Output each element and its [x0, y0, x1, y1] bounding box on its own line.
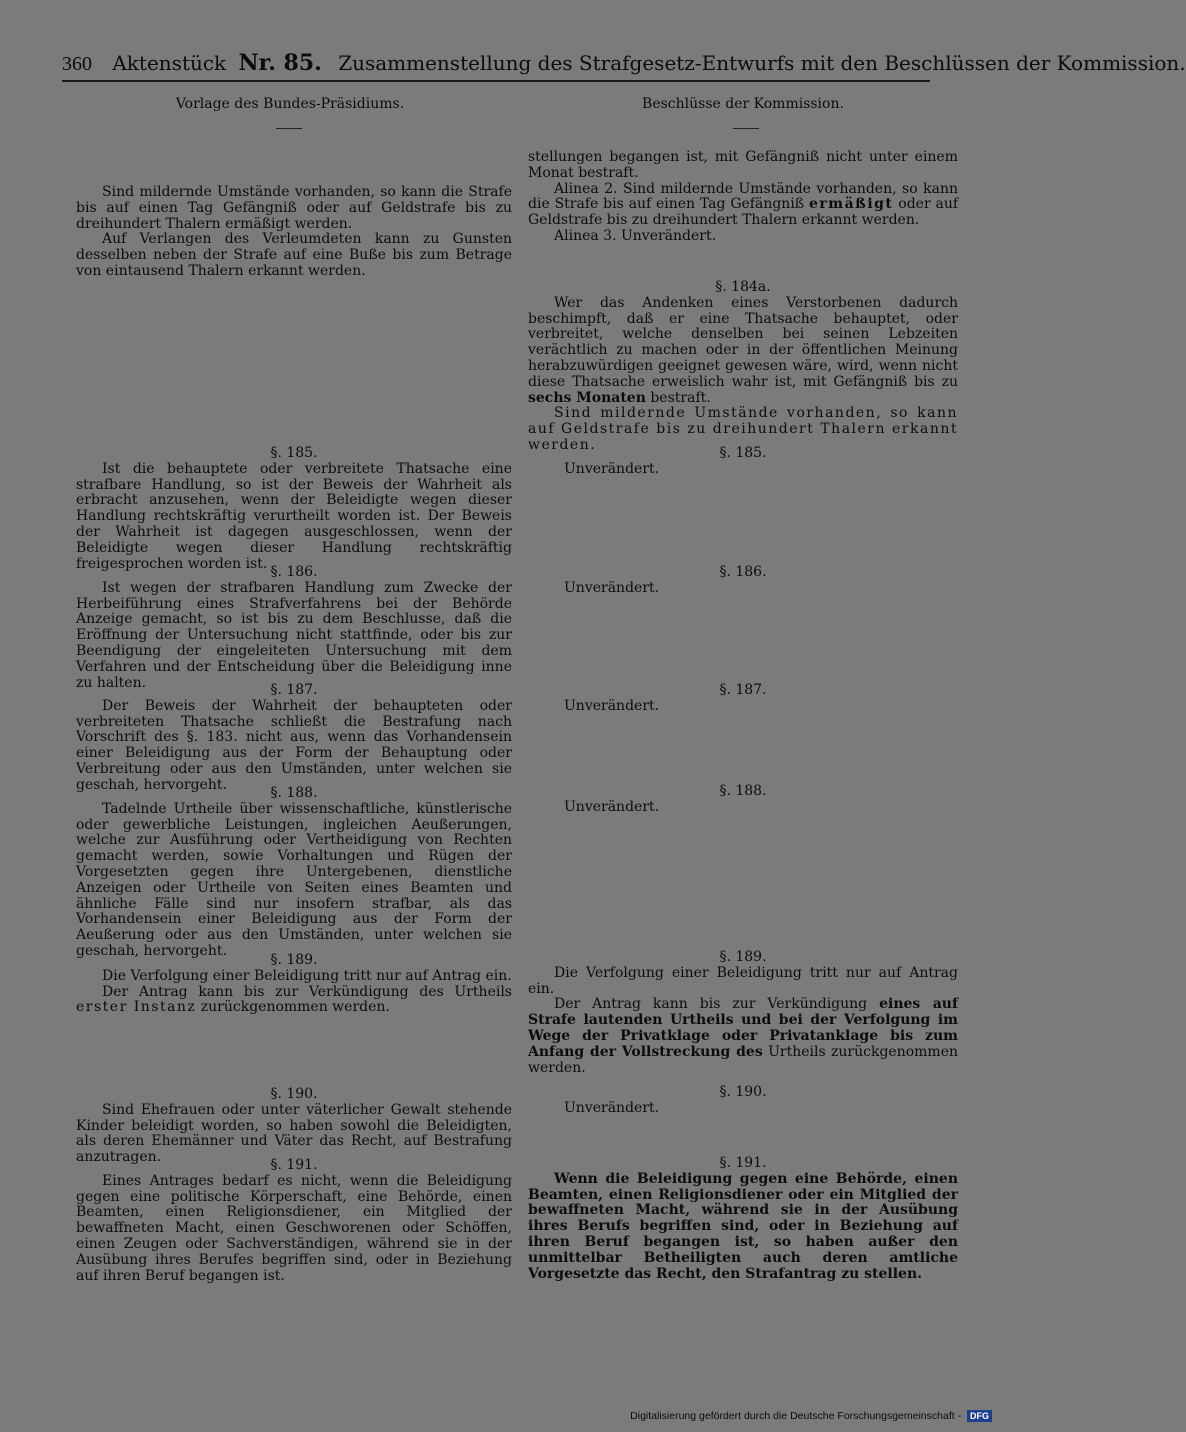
text-run: zurückgenommen werden.: [200, 999, 390, 1016]
section-number: §. 188.: [270, 785, 318, 801]
paragraph: Der Beweis der Wahrheit der behaupteten oder verbreiteten Thatsache schließt die Bestrafung nach Vorschrift des §. 183. nicht aus, wenn das Vorhandensein einer Beleidigung aus der Form der Behauptung oder Verbreitung oder aus den Umständen, unter welchen sie geschah, hervorgeht.: [76, 697, 512, 793]
paragraph: Auf Verlangen des Verleumdeten kann zu Gunsten desselben neben der Strafe auf eine Buße bis zum Betrage von eintausend Thalern erkannt werden.: [76, 231, 512, 279]
emphasized-text: ermäßigt: [809, 196, 894, 213]
section-number: §. 187.: [719, 682, 767, 698]
dfg-logo: DFG: [967, 1410, 992, 1422]
left-column-heading: Vorlage des Bundes-Präsidiums.: [175, 96, 405, 112]
unchanged-note: Unverändert.: [564, 798, 660, 815]
paragraph: Sind mildernde Umstände vorhanden, so kann die Strafe bis auf einen Tag Gefängniß oder auf Geldstrafe bis zu dreihundert Thalern ermäßigt werden.: [76, 184, 512, 232]
footer: [600, 1410, 992, 1426]
bold-text: sechs Monaten: [528, 389, 646, 406]
section-number: §. 185.: [719, 445, 767, 461]
text-run: Urtheils zurückgenommen werden.: [528, 1043, 959, 1076]
emphasized-text: erster Instanz: [76, 999, 197, 1016]
paragraph: Die Verfolgung einer Beleidigung tritt nur auf Antrag ein.: [528, 964, 958, 997]
bold-text: eines auf Strafe lautenden Urtheils und bei der Verfolgung im Wege der Privatklage oder Privatanklage bis zum Anfang der Vollstreckung des: [528, 996, 958, 1060]
text-run: Der Antrag kann bis zur Verkündigung: [554, 996, 868, 1013]
text-run: bestraft.: [650, 389, 711, 406]
text-run: Der Antrag kann bis zur Verkündigung des Urtheils: [102, 983, 512, 1000]
paragraph: [528, 296, 958, 407]
section-number: §. 184a.: [715, 279, 771, 295]
unchanged-note: Unverändert.: [564, 460, 660, 477]
paragraph: Eines Antrages bedarf es nicht, wenn die Beleidigung gegen eine politische Körperschaft, eine Behörde, einen Beamten, einen Religionsdiener, ein Mitglied der bewaffneten Macht, einen Geschworenen oder Schöffen, einen Zeugen oder Sachverständigen, während sie in der Ausübung ihres Berufes begriffen sind, oder in Beziehung auf ihren Beruf begangen ist.: [76, 1172, 512, 1284]
paragraph: Ist die behauptete oder verbreitete Thatsache eine strafbare Handlung, so ist der Beweis der Wahrheit als erbracht anzusehen, wenn der Beleidigte wegen dieser Handlung rechtskräftig verurtheilt worden ist. Der Beweis der Wahrheit ist dagegen ausgeschlossen, wenn der Beleidigte wegen dieser Handlung rechtskräftig freigesprochen worden ist.: [76, 460, 512, 572]
section-number: §. 186.: [719, 564, 767, 580]
right-column: [528, 0, 958, 1432]
section-number: §. 191.: [719, 1155, 767, 1171]
paragraph: [528, 182, 958, 229]
paragraph: [528, 997, 958, 1076]
section-number: §. 186.: [270, 564, 318, 580]
text-run: oder auf Geldstrafe bis zu dreihundert Thalern erkannt werden.: [528, 196, 959, 229]
unchanged-note: Unverändert.: [564, 1099, 660, 1116]
page-title: Zusammenstellung des Strafgesetz-Entwurfs mit den Beschlüssen der Kommission.: [338, 51, 1186, 75]
page-number: 360: [62, 53, 92, 75]
section-number: §. 190.: [270, 1086, 318, 1102]
emphasized-paragraph: Sind mildernde Umstände vorhanden, so kann auf Geldstrafe bis zu dreihundert Thalern erkannt werden.: [528, 405, 958, 453]
unchanged-note: Unverändert.: [564, 697, 660, 714]
section-number: §. 189.: [719, 949, 767, 965]
section-number: §. 191.: [270, 1157, 318, 1173]
paragraph: stellungen begangen ist, mit Gefängniß nicht unter einem Monat bestraft.: [528, 149, 958, 181]
section-number: §. 189.: [270, 952, 318, 968]
left-column: [76, 0, 512, 1432]
section-number: §. 190.: [719, 1084, 767, 1100]
paragraph: Ist wegen der strafbaren Handlung zum Zwecke der Herbeiführung eines Strafverfahrens bei der Behörde Anzeige gemacht, so ist bis zu dem Beschlusse, daß die Eröffnung der Untersuchung nicht stattfinde, oder bis zur Beendigung der eingeleiteten Untersuchung mit dem Verfahren und der Entscheidung über die Beleidigung inne zu halten.: [76, 579, 512, 691]
footer-text: Digitalisierung gefördert durch die Deutsche Forschungsgemeinschaft -: [630, 1410, 962, 1422]
right-column-heading: Beschlüsse der Kommission.: [642, 96, 844, 112]
paragraph: Tadelnde Urtheile über wissenschaftliche, künstlerische oder gewerbliche Leistungen, ingleichen Aeußerungen, welche zur Ausführung oder Vertheidigung von Rechten gemacht werden, sowie Vorhaltungen und Rügen der Vorgesetzten gegen ihre Untergebenen, dienstliche Anzeigen oder Urtheile von Seiten eines Beamten und ähnliche Fälle sind nur insofern strafbar, als das Vorhandensein einer Beleidigung aus der Form der Aeußerung oder aus den Umständen, unter welchen sie geschah, hervorgeht.: [76, 800, 512, 959]
document-number: Nr. 85.: [238, 50, 322, 76]
paragraph: Die Verfolgung einer Beleidigung tritt nur auf Antrag ein.: [102, 967, 512, 984]
paragraph: Sind Ehefrauen oder unter väterlicher Gewalt stehende Kinder beleidigt worden, so haben sowohl die Beleidigten, als deren Ehemänner und Väter das Recht, auf Bestrafung anzutragen.: [76, 1101, 512, 1166]
section-number: §. 188.: [719, 783, 767, 799]
section-number: §. 187.: [270, 682, 318, 698]
section-number: §. 185.: [270, 445, 318, 461]
doc-label: Aktenstück: [112, 51, 227, 75]
bold-paragraph: Wenn die Beleidigung gegen eine Behörde, einen Beamten, einen Religionsdiener oder ein Mitglied der bewaffneten Macht, während sie in der Ausübung ihres Berufs begriffen sind, oder in Beziehung auf ihren Beruf begangen ist, so haben außer den unmittelbar Betheiligten auch deren amtliche Vorgesetzte das Recht, den Strafantrag zu stellen.: [528, 1170, 958, 1282]
unchanged-note: Unverändert.: [564, 579, 660, 596]
paragraph: [76, 985, 512, 1017]
paragraph: Alinea 3. Unverändert.: [554, 227, 717, 244]
text-run: Wer das Andenken eines Verstorbenen dadurch beschimpft, daß er eine Thatsache behauptet, oder verbreitet, welche denselben bei seinen Lebzeiten verächtlich zu machen oder in der öffentlichen Meinung herabzuwürdigen geeignet gewesen wäre, wird, wenn nicht diese Thatsache erweislich wahr ist, mit Gefängniß bis zu: [528, 294, 958, 390]
text-run: Alinea 2. Sind mildernde Umstände vorhanden, so kann die Strafe bis auf einen Tag Gefängniß: [528, 180, 958, 213]
